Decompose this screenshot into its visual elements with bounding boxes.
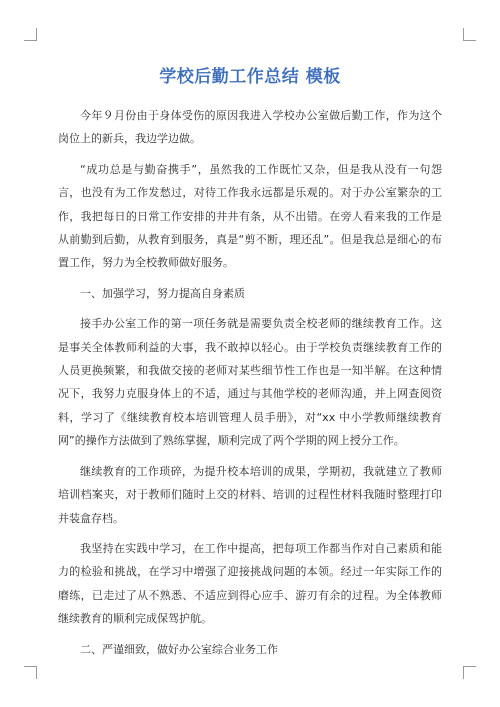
paragraph-training-archive: 继续教育的工作琐碎，为提升校本培训的成果，学期初，我就建立了教师培训档案夹，对于教师们随时上交的材料、培训的过程性材料我随时整理打印并装盒存档。 xyxy=(58,464,442,525)
paragraph-attitude: “成功总是与勤奋携手”，虽然我的工作既忙又杂，但是我从没有一句怨言，也没有为工作发愁过，对待工作我永远都是乐观的。对于办公室繁杂的工作，我把每日的日常工作安排的井井有条，从不出错。在旁人看来我的工作是从前勤到后勤，从教育到服务，真是“剪不断，理还乱”。但是我总是细心的布置工作，努力为全校教师做好服务。 xyxy=(58,162,442,270)
section-heading-1: 一、加强学习，努力提高自身素质 xyxy=(80,286,245,300)
crop-mark-bottom-right xyxy=(463,666,476,679)
paragraph-practice-learning: 我坚持在实践中学习，在工作中提高，把每项工作都当作对自己素质和能力的检验和挑战，在学习中增强了迎接挑战问题的本领。经过一年实际工作的磨练，已走过了从不熟悉、不适应到得心应手、游刃有余的过程。为全体教师继续教育的顺利完成保驾护航。 xyxy=(58,541,442,626)
document-body xyxy=(58,104,442,668)
paragraph-continuing-education: 接手办公室工作的第一项任务就是需要负责全校老师的继续教育工作。这是事关全体教师利益的大事，我不敢掉以轻心。由于学校负责继续教育工作的人员更换频繁，和我做交接的老师对某些细节性工作也是一知半解。在这种情况下，我努力克服身体上的不适，通过与其他学校的老师沟通，并上网查阅资料，学习了《继续教育校本培训管理人员手册》，对“xx 中小学教师继续教育网”的操作方法做到了熟练掌握，顺利完成了两个学期的网上授分工作。 xyxy=(58,317,442,448)
crop-mark-bottom-left xyxy=(24,666,37,679)
crop-mark-top-left xyxy=(24,28,37,41)
crop-mark-top-right xyxy=(463,28,476,41)
paragraph-intro: 今年９月份由于身体受伤的原因我进入学校办公室做后勤工作，作为这个岗位上的新兵，我边学边做。 xyxy=(58,109,442,146)
document-title: 学校后勤工作总结 模板 xyxy=(159,67,341,87)
section-heading-2: 二、严谨细致，做好办公室综合业务工作 xyxy=(80,642,278,656)
